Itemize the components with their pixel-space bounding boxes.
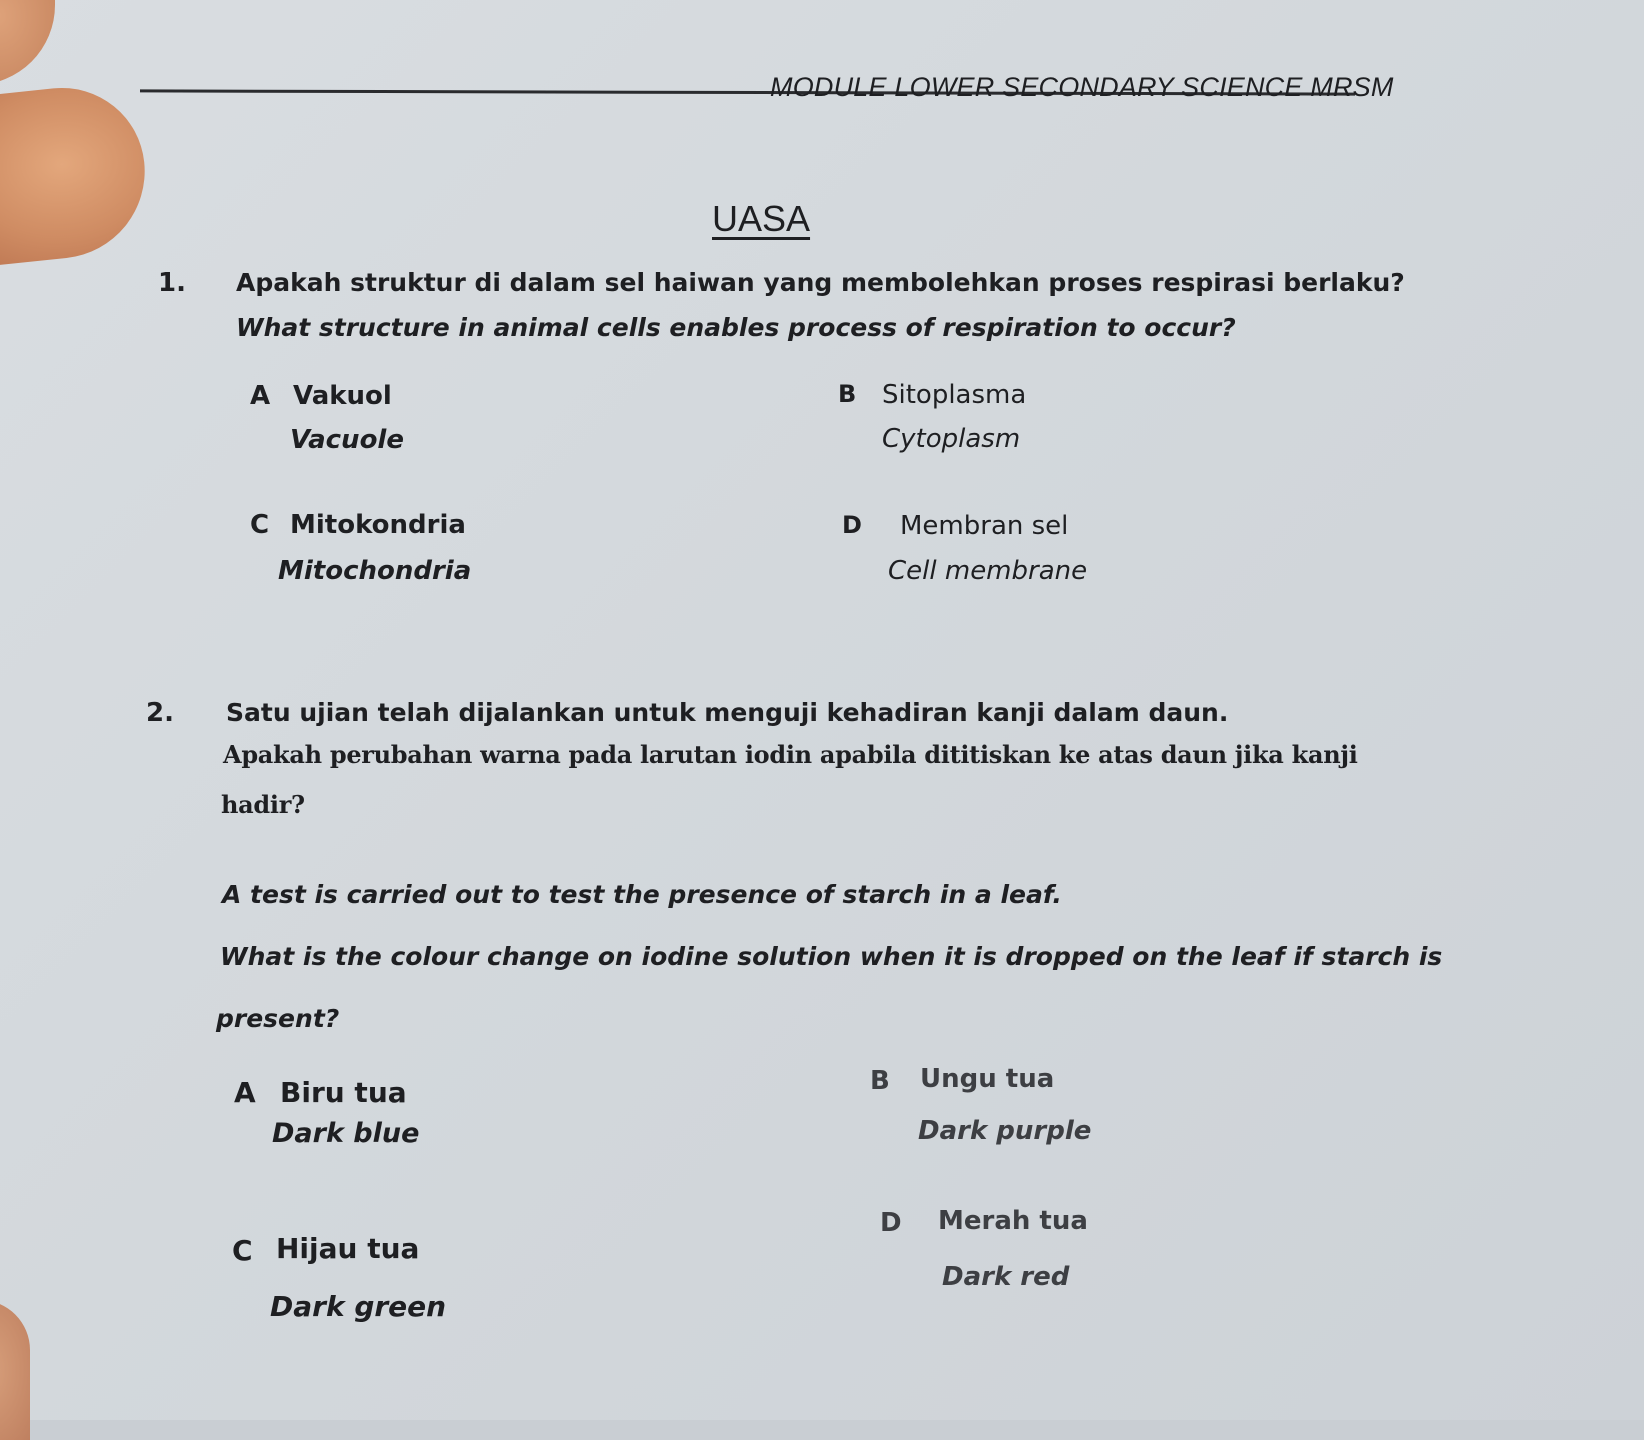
option-letter: C <box>250 510 270 540</box>
option-text-en: Mitochondria <box>278 556 472 586</box>
finger-photo-edge <box>0 0 55 85</box>
question-text-ms-line3: hadir? <box>221 790 305 819</box>
option-text-ms: Membran sel <box>900 511 1069 541</box>
question-text-en-line1: A test is carried out to test the presence of starch in a leaf. <box>222 880 1062 909</box>
finger-photo-edge-bottom <box>0 1300 30 1440</box>
option-text-ms: Biru tua <box>280 1076 407 1109</box>
question-text-en: What structure in animal cells enables process of respiration to occur? <box>236 313 1236 342</box>
option-text-en: Dark green <box>270 1290 447 1323</box>
option-letter: D <box>842 511 862 539</box>
option-text-ms: Vakuol <box>293 381 392 411</box>
option-text-en: Dark red <box>942 1262 1070 1292</box>
thumb-photo-edge <box>0 80 153 270</box>
question-text-ms: Apakah struktur di dalam sel haiwan yang membolehkan proses respirasi berlaku? <box>236 268 1405 297</box>
question-text-ms-line2: Apakah perubahan warna pada larutan iodin apabila dititiskan ke atas daun jika kanji <box>223 740 1358 769</box>
question-text-en-line3: present? <box>216 1004 340 1033</box>
option-text-ms: Merah tua <box>938 1206 1088 1236</box>
question-number: 2. <box>146 698 174 728</box>
question-text-en-line2: What is the colour change on iodine solution when it is dropped on the leaf if starch is <box>220 942 1443 971</box>
option-text-en: Cell membrane <box>888 556 1088 586</box>
option-text-ms: Mitokondria <box>290 510 466 540</box>
option-letter: A <box>234 1076 256 1109</box>
option-text-en: Vacuole <box>290 425 404 455</box>
option-text-en: Dark blue <box>272 1118 420 1149</box>
module-title: MODULE LOWER SECONDARY SCIENCE MRSM <box>770 72 1394 102</box>
option-text-en: Dark purple <box>918 1116 1092 1146</box>
option-letter: B <box>838 380 857 408</box>
option-letter: C <box>232 1234 253 1267</box>
section-title: UASA <box>712 198 811 239</box>
option-letter: A <box>250 381 271 411</box>
option-letter: D <box>880 1208 902 1238</box>
option-text-ms: Ungu tua <box>920 1064 1055 1094</box>
option-text-ms: Hijau tua <box>276 1232 420 1265</box>
question-number: 1. <box>158 268 186 298</box>
option-text-en: Cytoplasm <box>882 424 1021 454</box>
question-text-ms-line1: Satu ujian telah dijalankan untuk menguji kehadiran kanji dalam daun. <box>226 698 1229 727</box>
option-letter: B <box>870 1066 890 1096</box>
option-text-ms: Sitoplasma <box>882 380 1027 410</box>
